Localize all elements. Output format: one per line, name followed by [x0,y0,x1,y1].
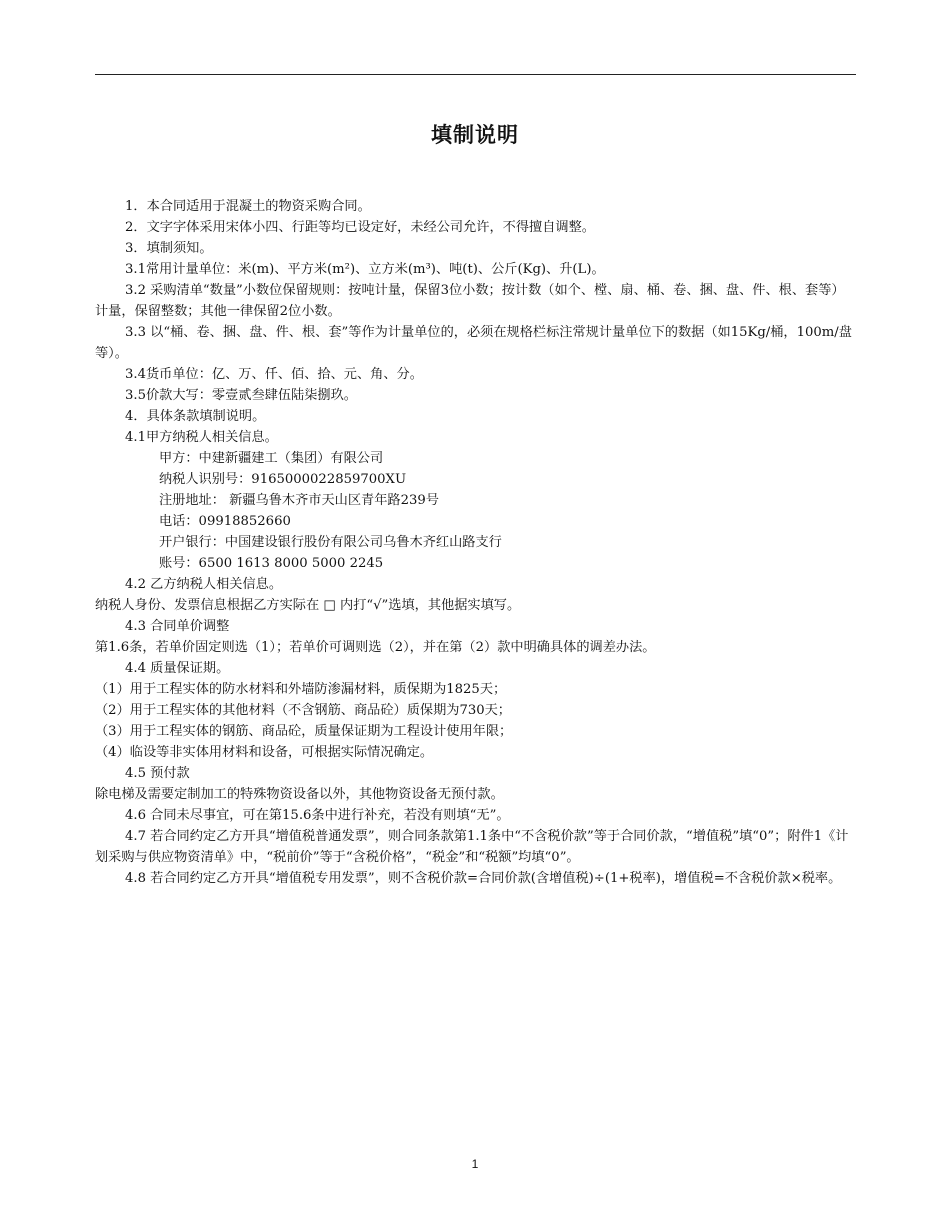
bank-account: 账号：6500 1613 8000 5000 2245 [159,556,384,571]
paragraph-3: 3．填制须知。 [125,241,213,256]
paragraph-3-3: 3.3 以“桶、卷、捆、盘、件、根、套”等作为计量单位的，必须在规格栏标注常规计量单位下的数据（如15Kg/桶，100m/盘等）。 [95,325,852,361]
header-rule [95,74,856,75]
document-title: 填制说明 [431,123,519,147]
warranty-item-4: （4）临设等非实体用材料和设备，可根据实际情况确定。 [95,745,434,760]
taxpayer-id: 纳税人识别号：9165000022859700XU [159,472,407,487]
warranty-item-2: （2）用于工程实体的其他材料（不含钢筋、商品砼）质保期为730天； [95,703,511,718]
paragraph-4-2: 4.2 乙方纳税人相关信息。 [125,577,283,592]
phone-number: 电话：09918852660 [159,514,291,529]
paragraph-2: 2．文字字体采用宋体小四、行距等均已设定好，未经公司允许，不得擅自调整。 [125,220,595,235]
paragraph-4-5-detail: 除电梯及需要定制加工的特殊物资设备以外，其他物资设备无预付款。 [95,787,504,802]
registered-address: 注册地址： 新疆乌鲁木齐市天山区青年路239号 [159,493,439,508]
paragraph-4-3-detail: 第1.6条，若单价固定则选（1）；若单价可调则选（2），并在第（2）款中明确具体的调差办法。 [95,640,656,655]
paragraph-3-2: 3.2 采购清单“数量”小数位保留规则：按吨计量，保留3位小数；按计数（如个、樘、扇、桶、卷、捆、盘、件、根、套等）计量，保留整数；其他一律保留2位小数。 [95,283,845,319]
paragraph-4-1: 4.1甲方纳税人相关信息。 [125,430,278,445]
paragraph-4-7: 4.7 若合同约定乙方开具“增值税普通发票”，则合同条款第1.1条中“不含税价款”等于合同价款，“增值税”填“0”；附件1《计划采购与供应物资清单》中，“税前价”等于“含税价格”，“税金”和“税额”均填“0”。 [95,829,849,865]
paragraph-1: 1．本合同适用于混凝土的物资采购合同。 [125,199,371,214]
paragraph-4-3: 4.3 合同单价调整 [125,619,230,634]
warranty-item-1: （1）用于工程实体的防水材料和外墙防渗漏材料，质保期为1825天； [95,682,507,697]
warranty-item-3: （3）用于工程实体的钢筋、商品砼，质量保证期为工程设计使用年限； [95,724,513,739]
bank-name: 开户银行：中国建设银行股份有限公司乌鲁木齐红山路支行 [159,535,502,550]
paragraph-4-8: 4.8 若合同约定乙方开具“增值税专用发票”，则不含税价款=合同价款(含增值税)÷(1+税率)，增值税=不含税价款×税率。 [125,871,842,886]
paragraph-4: 4．具体条款填制说明。 [125,409,266,424]
party-a-name: 甲方：中建新疆建工（集团）有限公司 [159,451,384,466]
paragraph-4-4: 4.4 质量保证期。 [125,661,230,676]
paragraph-4-5: 4.5 预付款 [125,766,190,781]
paragraph-4-6: 4.6 合同未尽事宜，可在第15.6条中进行补充，若没有则填“无”。 [125,808,510,823]
page-number: 1 [471,1157,479,1171]
paragraph-4-2-detail: 纳税人身份、发票信息根据乙方实际在 □ 内打“√”选填，其他据实填写。 [95,598,521,613]
paragraph-3-4: 3.4货币单位：亿、万、仟、佰、拾、元、角、分。 [125,367,423,382]
paragraph-3-5: 3.5价款大写：零壹贰叁肆伍陆柒捌玖。 [125,388,357,403]
paragraph-3-1: 3.1常用计量单位：米(m)、平方米(m²)、立方米(m³)、吨(t)、公斤(Kg)、升(L)。 [125,262,605,277]
document-body [95,196,856,889]
